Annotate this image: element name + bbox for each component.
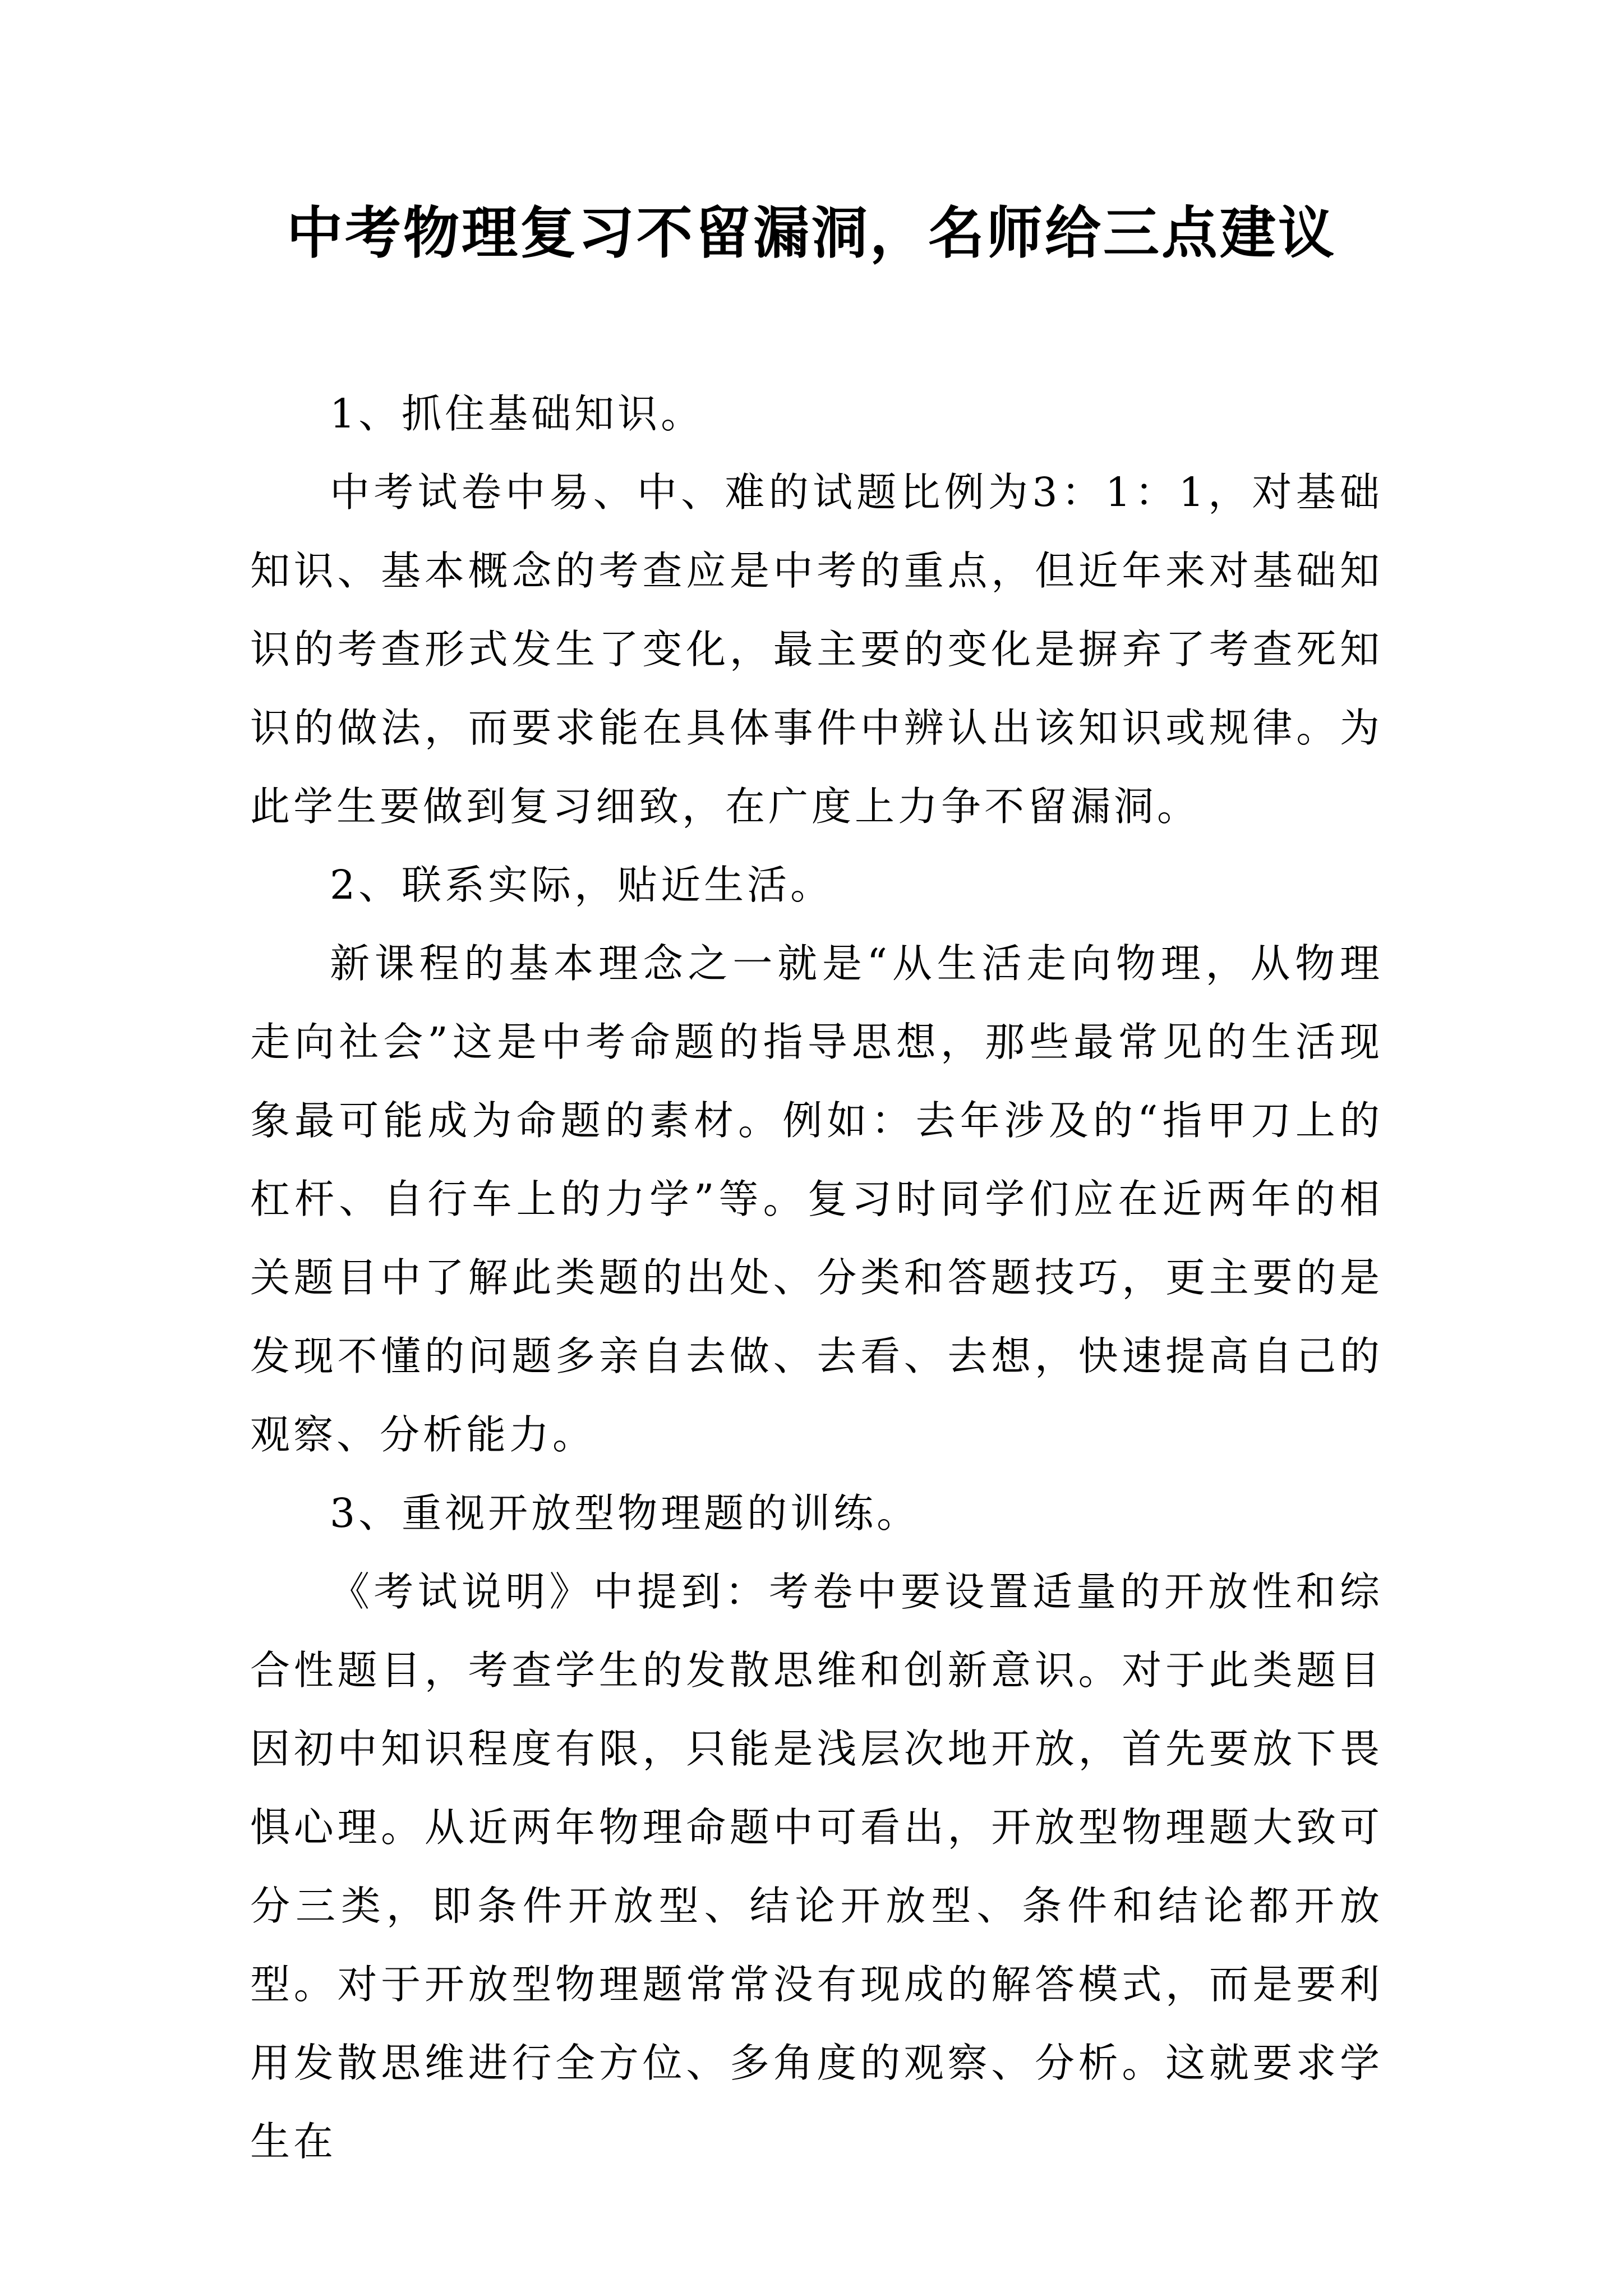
paragraph-body-1: 中考试卷中易、中、难的试题比例为3：1：1，对基础知识、基本概念的考查应是中考的重点，但近年来对基础知识的考查形式发生了变化，最主要的变化是摒弃了考查死知识的做法，而要求能在具体事件中辨认出该知识或规律。为此学生要做到复习细致，在广度上力争不留漏洞。: [250, 469, 1383, 830]
paragraph-body-2: 新课程的基本理念之一就是“从生活走向物理，从物理走向社会”这是中考命题的指导思想，那些最常见的生活现象最可能成为命题的素材。例如：去年涉及的“指甲刀上的杠杆、自行车上的力学”等。复习时同学们应在近两年的相关题目中了解此类题的出处、分类和答题技巧，更主要的是发现不懂的问题多亲自去做、去看、去想，快速提高自己的观察、分析能力。: [250, 940, 1383, 1458]
paragraph-heading-3: 3、重视开放型物理题的训练。: [330, 1490, 920, 1536]
document-body: [250, 375, 1383, 2181]
paragraph-heading-1: 1、抓住基础知识。: [330, 390, 704, 437]
paragraph-body-3: 《考试说明》中提到：考卷中要设置适量的开放性和综合性题目，考查学生的发散思维和创新意识。对于此类题目因初中知识程度有限，只能是浅层次地开放，首先要放下畏惧心理。从近两年物理命题中可看出，开放型物理题大致可分三类，即条件开放型、结论开放型、条件和结论都开放型。对于开放型物理题常常没有现成的解答模式，而是要利用发散思维进行全方位、多角度的观察、分析。这就要求学生在: [250, 1568, 1383, 2165]
document-title: 中考物理复习不留漏洞，名师给三点建议: [287, 200, 1336, 266]
paragraph-heading-2: 2、联系实际，贴近生活。: [330, 862, 834, 908]
